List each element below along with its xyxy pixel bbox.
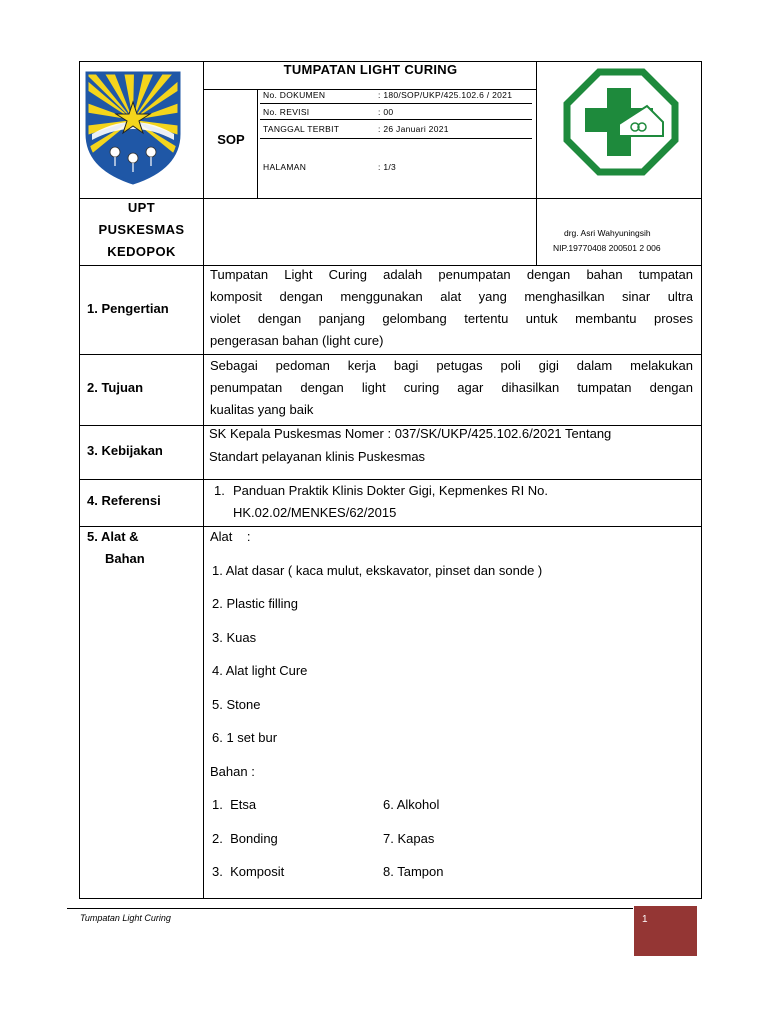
divider [260,103,532,104]
doc-number-label: No. DOKUMEN [263,90,326,100]
regional-coat-of-arms-icon [84,70,182,186]
alat-item: 6. 1 set bur [212,730,278,745]
referensi-number: 1. [214,483,225,498]
divider [79,479,702,480]
organization-name [80,197,203,263]
alat-item: 3. Kuas [212,630,257,645]
doc-number-value: : 180/SOP/UKP/425.102.6 / 2021 [378,90,513,100]
text-line: Tumpatan Light Curing adalah penumpatan dengan bahan tumpatan [210,267,693,282]
divider [260,119,532,120]
bahan-item: 6. Alkohol [383,797,440,812]
page-number: 1 [642,914,648,925]
divider [203,61,204,266]
divider [257,89,258,199]
org-line: KEDOPOK [107,244,176,259]
tujuan-text [210,355,693,421]
alat-item: 4. Alat light Cure [212,663,308,678]
signatory-name: drg. Asri Wahyuningsih [564,228,651,238]
document-title: TUMPATAN LIGHT CURING [283,62,458,77]
alat-item: 1. Alat dasar ( kaca mulut, ekskavator, pinset dan sonde ) [212,563,543,578]
issue-date-label: TANGGAL TERBIT [263,124,340,134]
bahan-item: 1. Etsa [212,797,257,812]
org-line: PUSKESMAS [98,222,185,237]
footer-rule [67,908,633,909]
footer-title: Tumpatan Light Curing [80,913,171,923]
bahan-item: 7. Kapas [383,831,435,846]
text-line: penumpatan dengan light curing agar dihasilkan tumpatan dengan [210,380,693,395]
bahan-heading: Bahan : [210,764,255,779]
divider [203,265,204,899]
section-title-tujuan: 2. Tujuan [87,380,144,395]
referensi-line-1: Panduan Praktik Klinis Dokter Gigi, Kepmenkes RI No. [233,483,549,498]
section-title-kebijakan: 3. Kebijakan [87,443,163,458]
page-label: HALAMAN [263,162,307,172]
sop-table-border [79,61,702,899]
sop-label: SOP [217,132,245,147]
bahan-item: 2. Bonding [212,831,278,846]
text-line: komposit dengan menggunakan alat yang menghasilkan sinar ultra [210,289,693,304]
issue-date-value: : 26 Januari 2021 [378,124,449,134]
kebijakan-line-1: SK Kepala Puskesmas Nomer : 037/SK/UKP/425.102.6/2021 Tentang [209,426,612,441]
revision-value: : 00 [378,107,394,117]
text-line: Sebagai pedoman kerja bagi petugas poli gigi dalam melakukan [210,358,693,373]
text-line: violet dengan panjang gelombang tertentu untuk membantu proses [210,311,693,326]
pengertian-text [210,264,693,352]
signatory-nip: NIP.19770408 200501 2 006 [553,243,661,253]
kebijakan-line-2: Standart pelayanan klinis Puskesmas [209,449,426,464]
alat-item: 5. Stone [212,697,261,712]
section-title-alat-bahan: 5. Alat & [87,529,139,544]
bahan-item: 8. Tampon [383,864,444,879]
text-line: kualitas yang baik [210,402,314,417]
revision-label: No. REVISI [263,107,310,117]
org-line: UPT [127,200,156,215]
bahan-item: 3. Komposit [212,864,285,879]
section-title-pengertian: 1. Pengertian [87,301,169,316]
alat-item: 2. Plastic filling [212,596,298,611]
divider [260,138,532,139]
text-line: pengerasan bahan (light cure) [210,333,384,348]
puskesmas-logo-icon [559,64,683,180]
divider [536,61,537,266]
page-value: : 1/3 [378,162,397,172]
section-title-alat-bahan-2: Bahan [105,551,145,566]
divider [79,526,702,527]
alat-heading: Alat : [210,529,251,544]
section-title-referensi: 4. Referensi [87,493,161,508]
referensi-line-2: HK.02.02/MENKES/62/2015 [233,505,397,520]
